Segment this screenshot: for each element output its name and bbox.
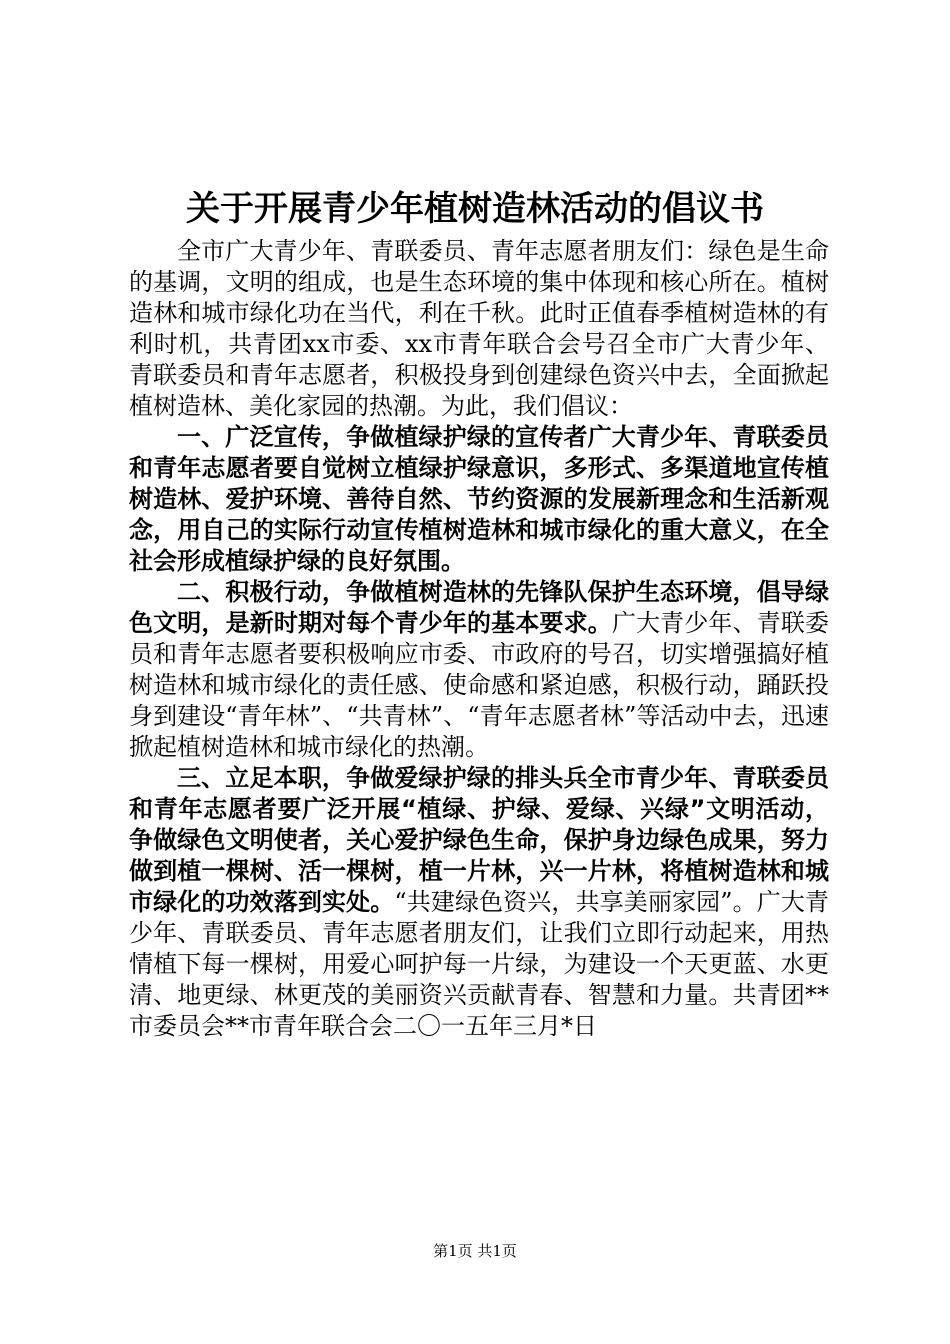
section-1-paragraph: 一、广泛宣传，争做植绿护绿的宣传者广大青少年、青联委员和青年志愿者要自觉树立植绿护绿意识，多形式、多渠道地宣传植树造林、爱护环境、善待自然、节约资源的发展新理念和生活新观念，用自己的实际行动宣传植树造林和城市绿化的重大意义，在全社会形成植绿护绿的良好氛围。 — [129, 423, 829, 575]
document-body — [129, 236, 829, 1042]
intro-paragraph: 全市广大青少年、青联委员、青年志愿者朋友们：绿色是生命的基调，文明的组成，也是生态环境的集中体现和核心所在。植树造林和城市绿化功在当代，利在千秋。此时正值春季植树造林的有利时机，共青团xx市委、xx市青年联合会号召全市广大青少年、青联委员和青年志愿者，积极投身到创建绿色资兴中去，全面掀起植树造林、美化家园的热潮。为此，我们倡议： — [129, 237, 829, 420]
section-2-body: 广大青少年、青联委员和青年志愿者要积极响应市委、市政府的号召，切实增强搞好植树造林和城市绿化的责任感、使命感和紧迫感，积极行动，踊跃投身到建设“青年林”、“共青林”、“青年志愿者林”等活动中去，迅速掀起植树造林和城市绿化的热潮。 — [129, 609, 830, 761]
section-3-paragraph — [129, 763, 829, 1042]
section-2-paragraph — [129, 577, 829, 763]
page-number-footer: 第1页 共1页 — [433, 1242, 517, 1260]
document-title: 关于开展青少年植树造林活动的倡议书 — [186, 189, 764, 229]
section-3-body: “共建绿色资兴，共享美丽家园”。广大青少年、青联委员、青年志愿者朋友们，让我们立即行动起来，用热情植下每一棵树，用爱心呵护每一片绿，为建设一个天更蓝、水更清、地更绿、林更茂的美丽资兴贡献青春、智慧和力量。共青团**市委员会**市青年联合会二〇一五年三月*日 — [129, 888, 829, 1040]
section-2-lead: 二、积极行动，争做植树造林的先锋队保护生态环境，倡导绿色文明，是新时期对每个青少年的基本要求。 — [129, 578, 829, 637]
section-3-lead: 三、立足本职，争做爱绿护绿的排头兵全市青少年、青联委员和青年志愿者要广泛开展“植绿、护绿、爱绿、兴绿”文明活动，争做绿色文明使者，关心爱护绿色生命，保护身边绿色成果，努力做到植一棵树、活一棵树，植一片林，兴一片林，将植树造林和城市绿化的功效落到实处。 — [129, 764, 829, 916]
